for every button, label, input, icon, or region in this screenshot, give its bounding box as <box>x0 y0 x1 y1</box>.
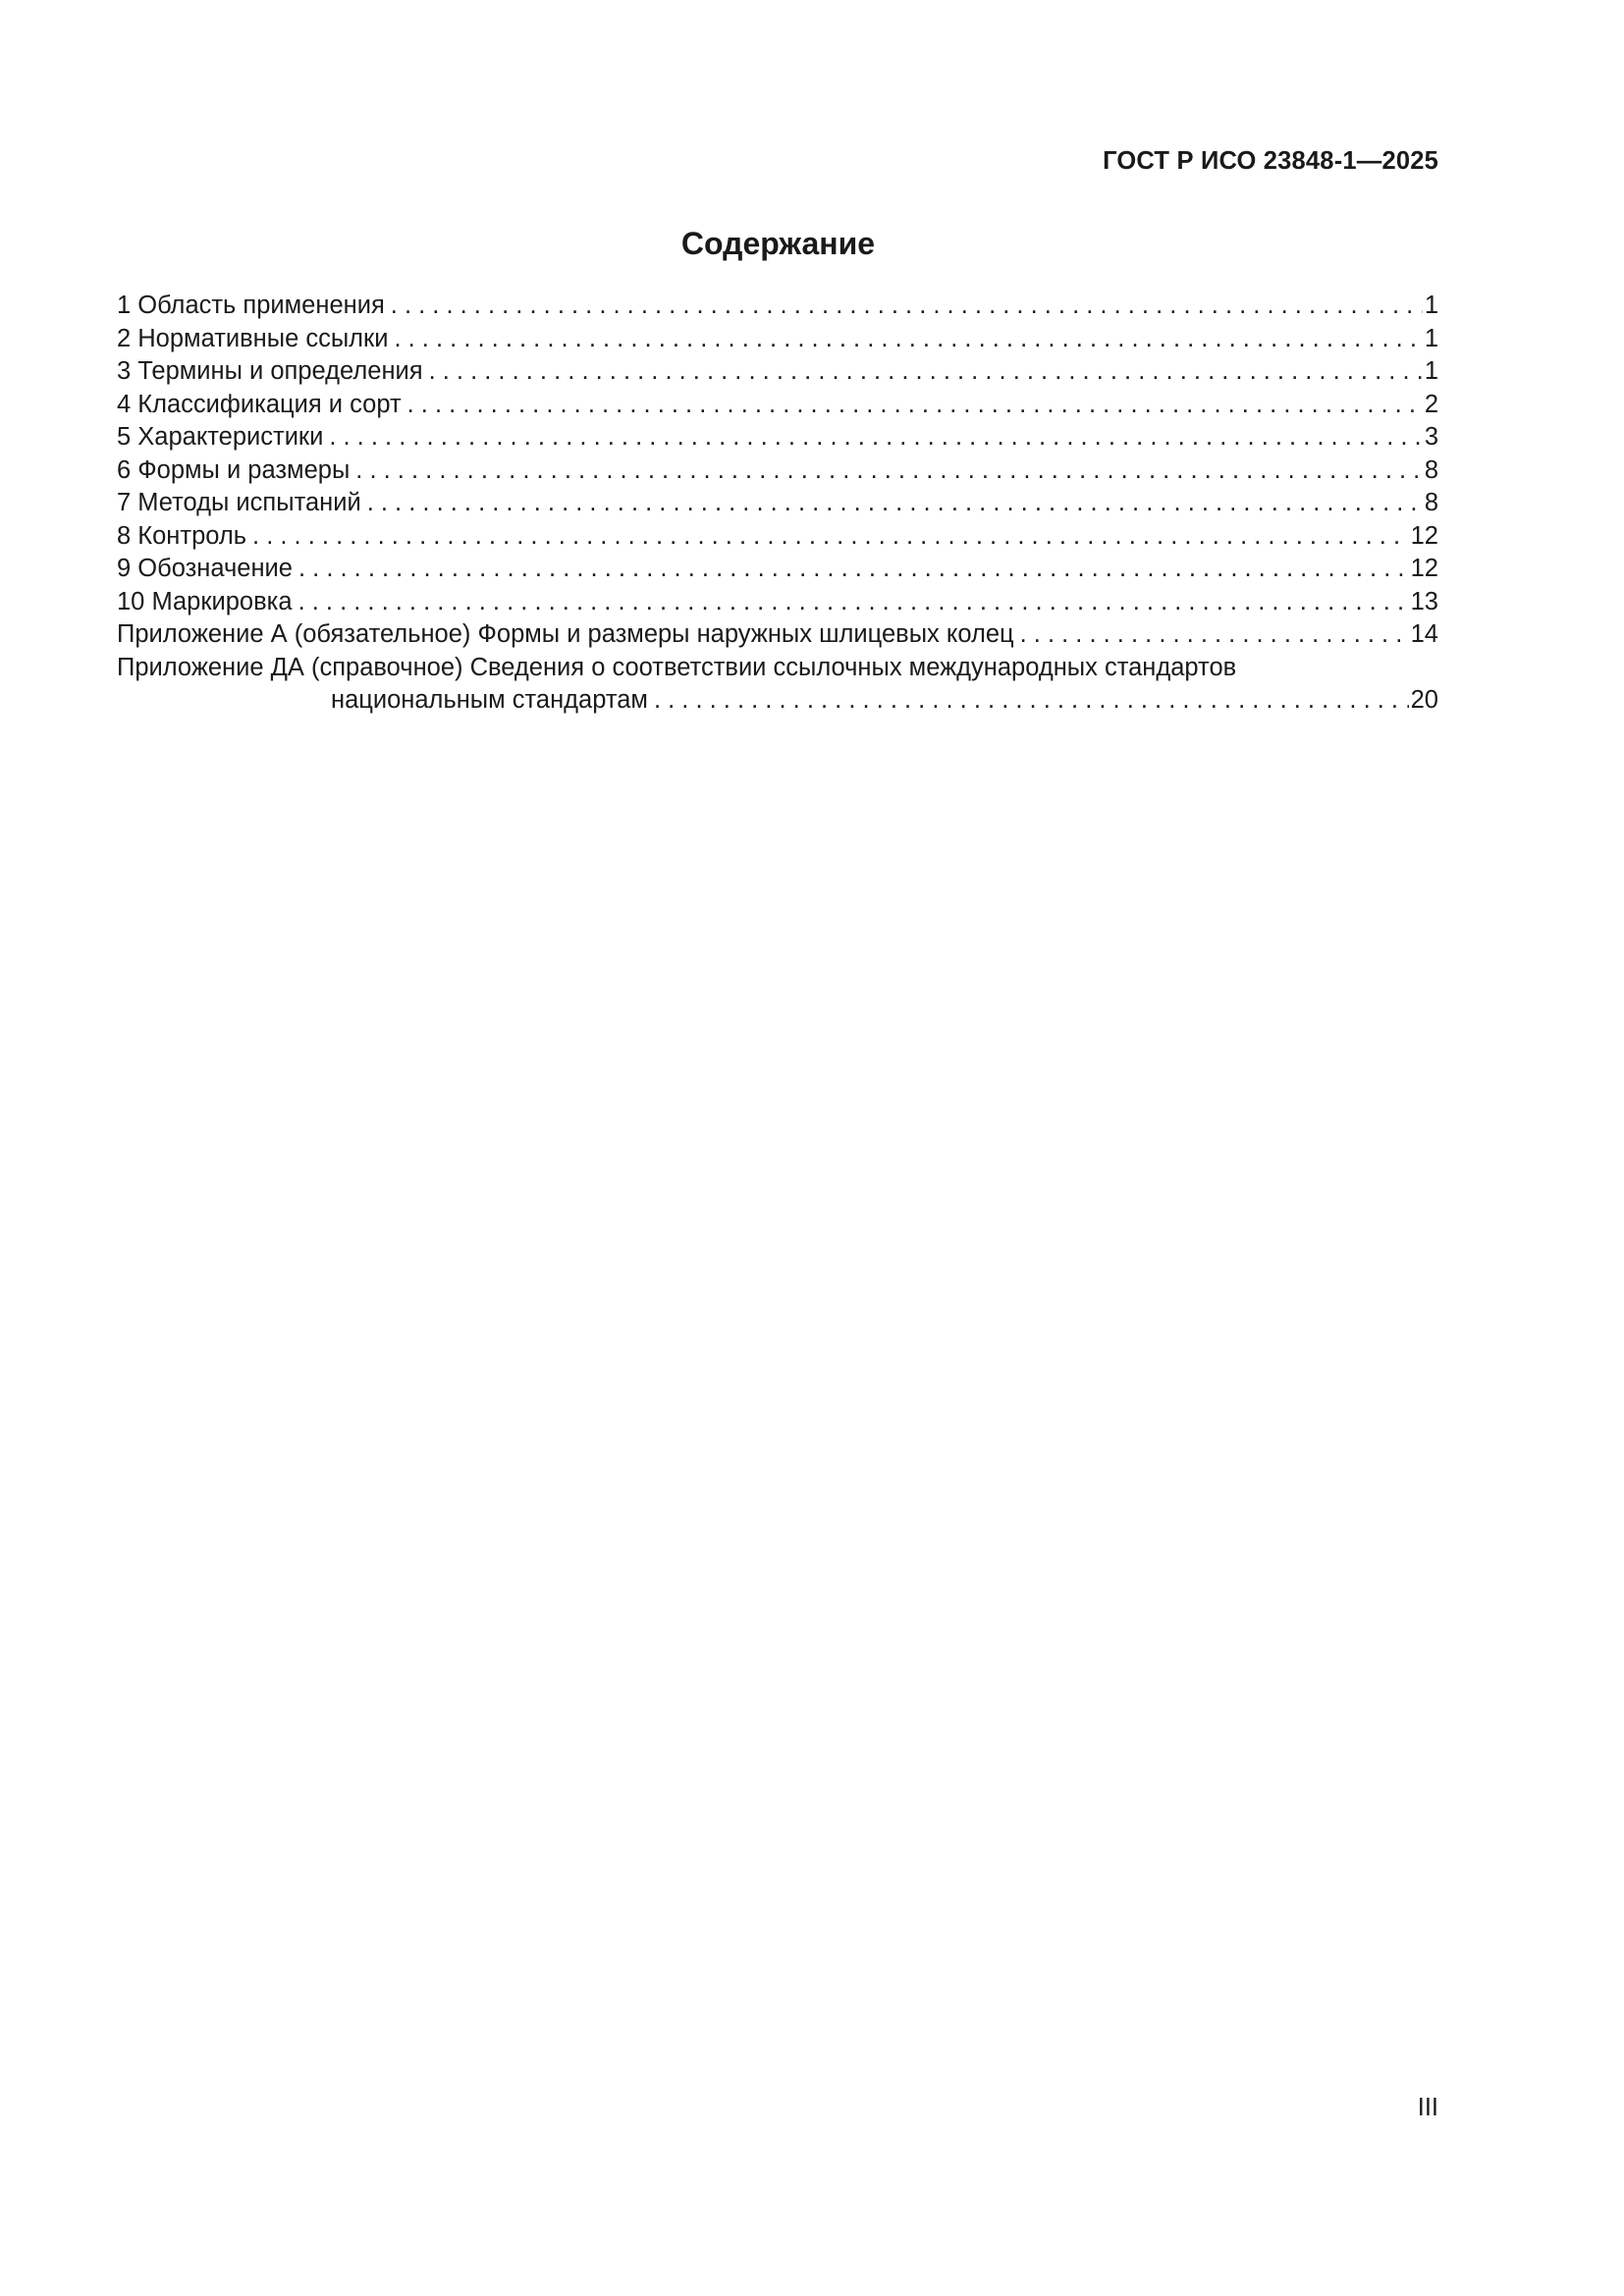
toc-entry-page: 1 <box>1423 323 1438 356</box>
toc-entry-label: 6 Формы и размеры <box>117 454 355 488</box>
page-number: III <box>1417 2094 1438 2121</box>
toc-dot-leader <box>355 454 1423 488</box>
toc-dot-leader <box>407 389 1423 422</box>
toc-entry-page: 20 <box>1409 684 1438 718</box>
toc-dot-leader <box>391 290 1423 323</box>
toc-entry-label: 4 Классификация и сорт <box>117 389 407 422</box>
toc-entry-page: 8 <box>1423 487 1438 520</box>
toc-entry[interactable] <box>117 520 1438 554</box>
toc-dot-leader <box>298 553 1409 586</box>
toc-entry-label: 3 Термины и определения <box>117 355 429 389</box>
toc-entry-label: 2 Нормативные ссылки <box>117 323 394 356</box>
toc-entry-label: 5 Характеристики <box>117 421 329 454</box>
toc-entry-page: 12 <box>1409 553 1438 586</box>
toc-entry-page: 1 <box>1423 355 1438 389</box>
toc-entry-page: 12 <box>1409 520 1438 554</box>
toc-entry-page: 3 <box>1423 421 1438 454</box>
toc-entry[interactable] <box>117 421 1438 454</box>
toc-dot-leader <box>1020 618 1409 652</box>
toc-entry-label: 10 Маркировка <box>117 586 298 619</box>
toc-entry[interactable] <box>117 290 1438 323</box>
toc-entry-page: 8 <box>1423 454 1438 488</box>
toc-entry-label-line2-row <box>117 684 1438 718</box>
toc-entry-page: 1 <box>1423 290 1438 323</box>
toc-entry[interactable] <box>117 618 1438 652</box>
toc-entry-label: 9 Обозначение <box>117 553 298 586</box>
toc-dot-leader <box>394 323 1422 356</box>
toc-entry-label: Приложение А (обязательное) Формы и размеры наружных шлицевых колец <box>117 618 1020 652</box>
toc-dot-leader <box>429 355 1423 389</box>
toc-entry-page: 14 <box>1409 618 1438 652</box>
toc-dot-leader <box>329 421 1422 454</box>
toc-dot-leader <box>654 684 1409 718</box>
document-code: ГОСТ Р ИСО 23848-1—2025 <box>1103 147 1438 175</box>
toc-entry-label-line2: национальным стандартам <box>331 684 654 718</box>
toc-entry-page: 2 <box>1423 389 1438 422</box>
toc-entry-label: 1 Область применения <box>117 290 391 323</box>
toc-entry-label-line1: Приложение ДА (справочное) Сведения о соответствии ссылочных международных стандартов <box>117 653 1237 681</box>
toc-dot-leader <box>252 520 1409 554</box>
toc-entry[interactable] <box>117 586 1438 619</box>
toc-entry-label: 8 Контроль <box>117 520 252 554</box>
toc-entry[interactable] <box>117 323 1438 356</box>
toc-entry[interactable] <box>117 487 1438 520</box>
toc-entry[interactable] <box>117 389 1438 422</box>
toc-dot-leader <box>298 586 1409 619</box>
toc-entry-label: 7 Методы испытаний <box>117 487 367 520</box>
table-of-contents <box>117 290 1438 718</box>
toc-entry[interactable] <box>117 553 1438 586</box>
toc-entry-page: 13 <box>1409 586 1438 619</box>
toc-title: Содержание <box>680 226 876 261</box>
toc-entry[interactable] <box>117 454 1438 488</box>
toc-entry-appendix-da[interactable] <box>117 652 1438 718</box>
toc-entry[interactable] <box>117 355 1438 389</box>
toc-dot-leader <box>367 487 1423 520</box>
